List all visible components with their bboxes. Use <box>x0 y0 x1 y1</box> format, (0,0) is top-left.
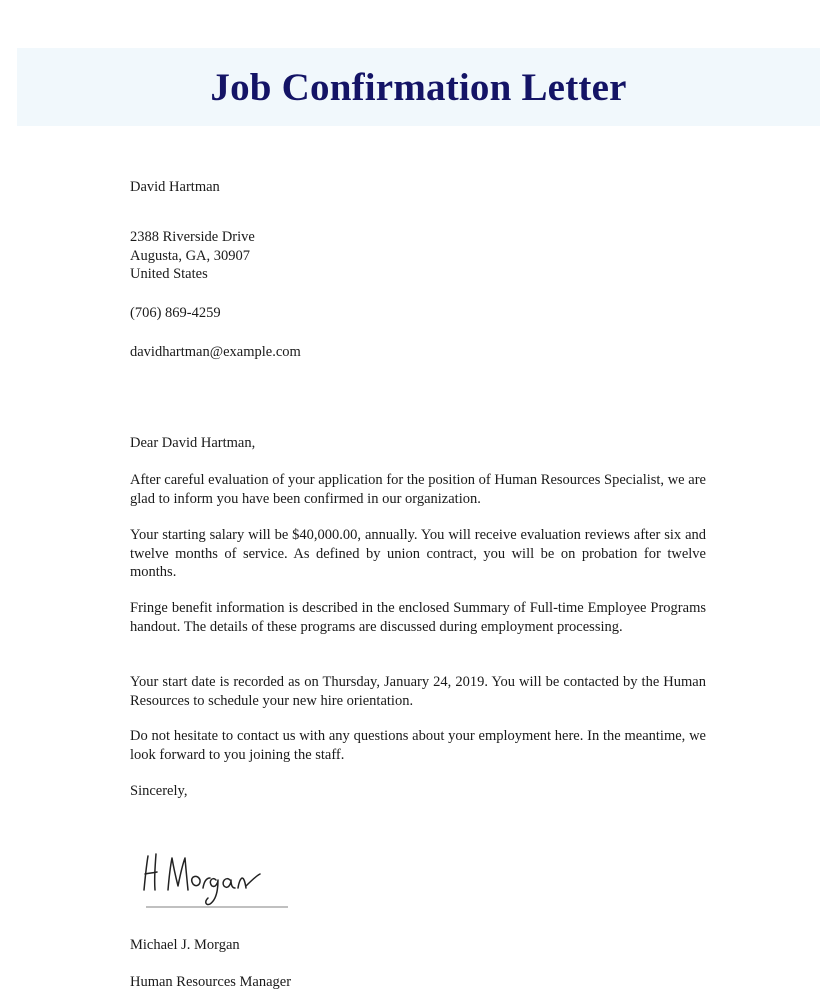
signer-name: Michael J. Morgan <box>130 937 240 953</box>
signature-image <box>140 846 290 910</box>
closing: Sincerely, <box>130 783 188 799</box>
paragraph-3: Fringe benefit information is described in the enclosed Summary of Full-time Employee Programs handout. The details of these programs are discussed during employment processing. <box>130 600 706 635</box>
address-line-1: 2388 Riverside Drive <box>130 229 255 245</box>
sender-address <box>130 228 255 284</box>
address-line-2: Augusta, GA, 30907 <box>130 247 251 264</box>
title-banner <box>17 48 820 126</box>
sender-name: David Hartman <box>130 179 220 195</box>
paragraph-1: After careful evaluation of your application for the position of Human Resources Specialist, we are glad to inform you have been confirmed in our organization. <box>130 472 706 507</box>
paragraph-5: Do not hesitate to contact us with any questions about your employment here. In the meantime, we look forward to you joining the staff. <box>130 728 706 763</box>
sender-email: davidhartman@example.com <box>130 344 301 360</box>
salutation: Dear David Hartman, <box>130 435 256 451</box>
paragraph-2: Your starting salary will be $40,000.00, annually. You will receive evaluation reviews after six and twelve months of service. As defined by union contract, you will be on probation for twelve months. <box>130 527 706 580</box>
address-line-3: United States <box>130 266 208 282</box>
sender-phone: (706) 869-4259 <box>130 305 221 321</box>
page-title: Job Confirmation Letter <box>210 65 627 109</box>
signer-title: Human Resources Manager <box>130 974 292 990</box>
paragraph-4: Your start date is recorded as on Thursday, January 24, 2019. You will be contacted by the Human Resources to schedule your new hire orientation. <box>130 674 706 709</box>
signature-drawing <box>140 846 290 910</box>
